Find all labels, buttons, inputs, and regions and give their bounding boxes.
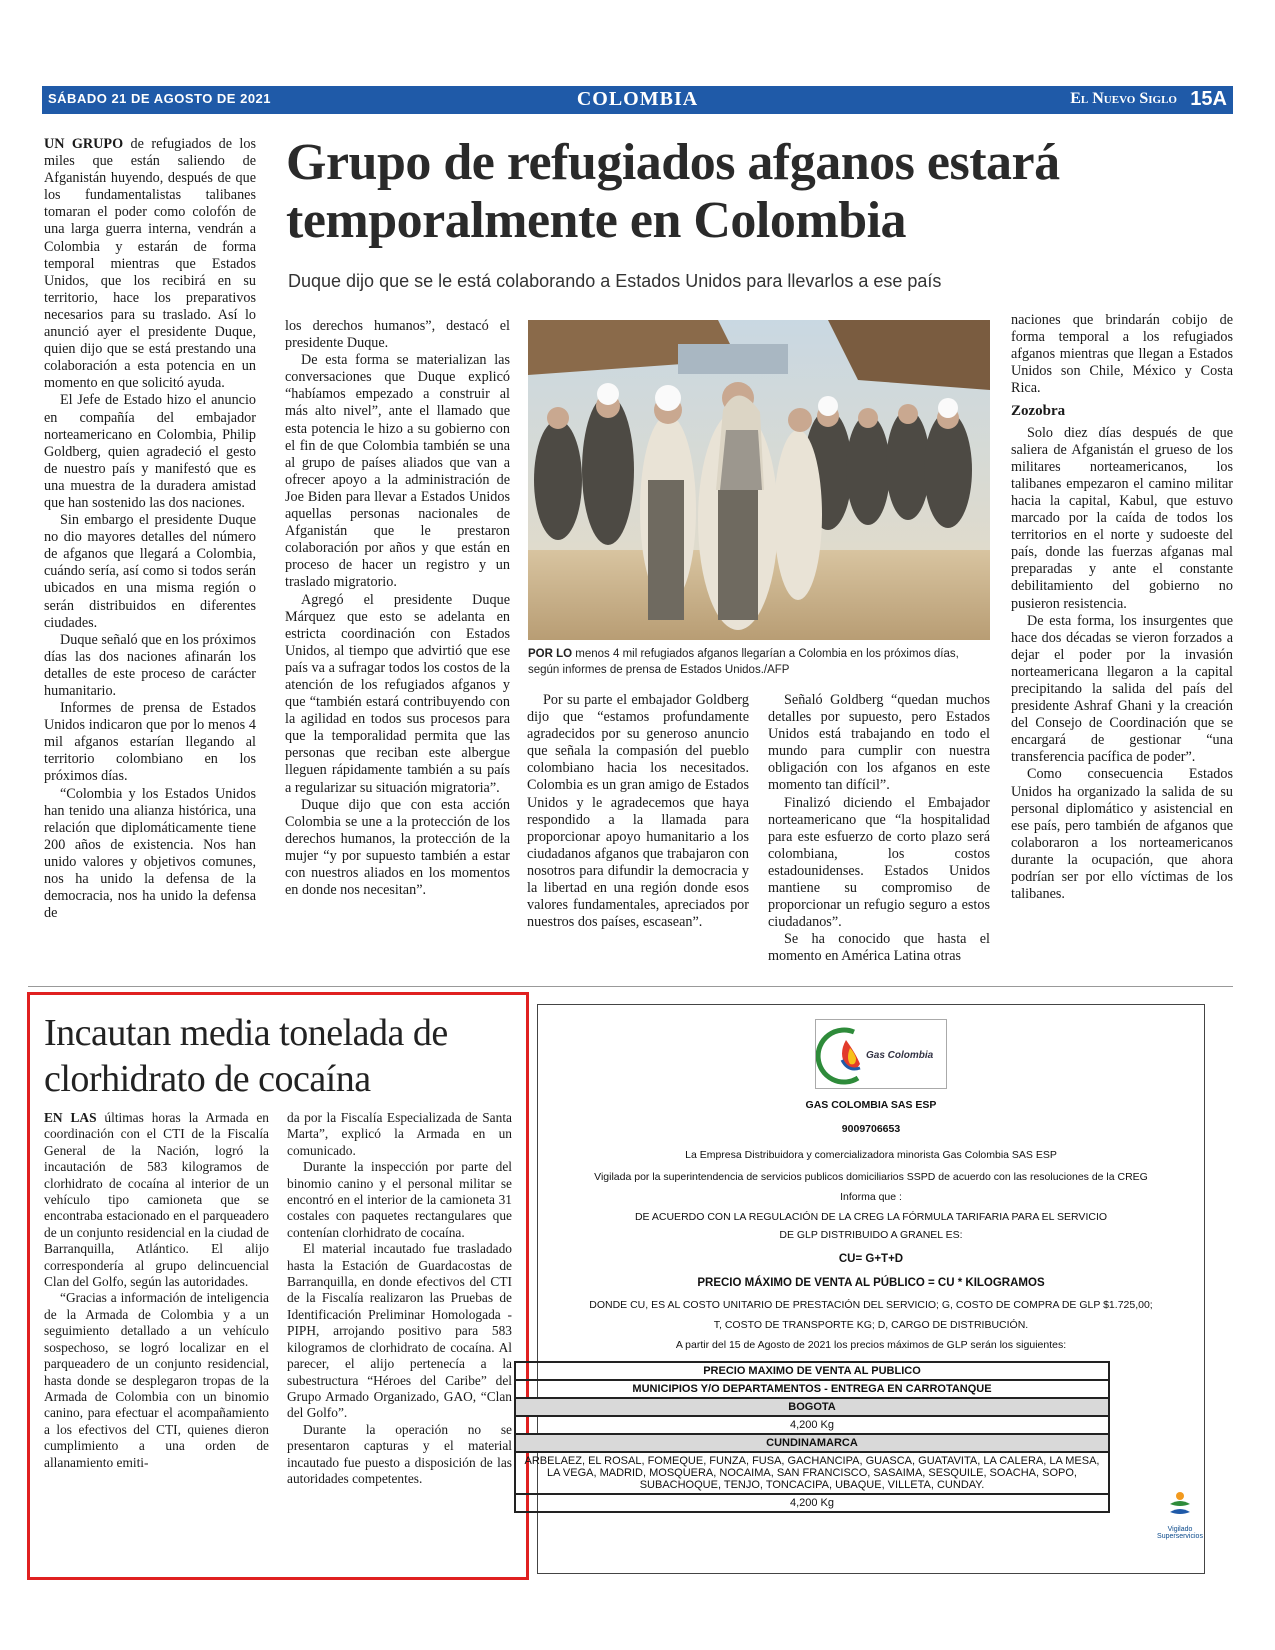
tariff-formula: CU= G+T+D [838, 1253, 904, 1265]
article1-subheadline: Duque dijo que se le está colaborando a Estados Unidos para llevarlos a ese país [288, 271, 942, 291]
notice-line-1: La Empresa Distribuidora y comercializadora minorista Gas Colombia SAS ESP [685, 1149, 1057, 1161]
paragraph-text: Por su parte el embajador Goldberg dijo que “estamos profundamente agradecidos por su generoso anuncio que señala la compasión del pueblo colombiano hacia los necesitados. Colombia es un gran amigo de Estados Unidos y le agradecemos que haya respondido a la llamada para proporcionar apoyo humanitario a los ciudadanos afganos que trabajaron con nosotros para difundir la democracia y la libertad en una región donde esos valores fundamentales, apreciados por nuestros dos países, escasean”. [527, 692, 749, 931]
paragraph [44, 1110, 269, 1290]
paragraph-text: de refugiados de los miles que están saliendo de Afganistán huyendo, después de que los fundamentalistas talibanes tomaran el poder como colofón de una larga guerra interna, vendrán a Colombia y estarán de forma temporal mientras que Estados Unidos, que los recibirá en su territorio, hace los preparativos necesarios para su traslado. Así lo anunció ayer el presidente Duque, quien dijo que se está prestando una colaboración a esta potencia en un momento en que solicitó ayuda. [44, 136, 256, 392]
paragraph [285, 592, 510, 797]
paragraph-text: los derechos humanos”, destacó el presidente Duque. [285, 318, 510, 352]
paragraph-text: Sin embargo el presidente Duque no dio mayores detalles del número de afganos que llegará a Colombia, cuándo sería, así como si todos serán ubicados en una misma región o serán distribuidos en diferentes ciudades. [44, 512, 256, 631]
paragraph-text: Señaló Goldberg “quedan muchos detalles por supuesto, pero Estados Unidos está trabajando en todo el mundo para cumplir con nuestra obligación con los afganos en este momento tan difícil”. [768, 692, 990, 794]
price-table-subtitle: MUNICIPIOS Y/O DEPARTAMENTOS - ENTREGA EN CARROTANQUE [515, 1380, 1109, 1398]
article1-column-2 [285, 318, 510, 899]
paragraph [44, 700, 256, 785]
paragraph-text: Finalizó diciendo el Embajador norteamericano que “la hospitalidad para este esfuerzo de corto plazo será colombiana, los costos estadounidenses. Estados Unidos mantiene su compromiso de proporcionar un refugio seguro a estos ciudadanos”. [768, 794, 990, 931]
newspaper-name: El Nuevo Siglo [1070, 90, 1177, 107]
paragraph [287, 1422, 512, 1488]
paragraph-text: “Gracias a información de inteligencia de la Armada de Colombia y a un seguimiento detallado a un vehículo sospechoso, se logró localizar en el parqueadero de un conjunto residencial, hasta donde se desplegaron tropas de la Armada de Colombia con un binomio canino, para efectuar el acompañamiento a los efectivos del CTI, quienes dieron cumplimiento a una orden de allanamiento emiti- [44, 1290, 269, 1470]
article2-headline: Incautan media tonelada de clorhidrato de cocaína [44, 1012, 448, 1100]
notice-line-3: Informa que : [840, 1191, 902, 1203]
notice-line-5: DE GLP DISTRIBUIDO A GRANEL ES: [779, 1229, 963, 1241]
photo-caption-lead: POR LO [528, 648, 573, 660]
paragraph-text: últimas horas la Armada en coordinación con el CTI de la Fiscalía General de la Nación, logró la incautación de 583 kilogramos de clorhidrato de cocaína al interior de un vehículo tipo camioneta que se encontraba estacionado en el parqueadero de un conjunto residencial en la ciudad de Barranquilla, Atlántico. El alijo correspondería al grupo delincuencial Clan del Golfo, según las autoridades. [44, 1110, 269, 1290]
lead-words: EN LAS [44, 1110, 97, 1125]
paragraph-text: naciones que brindarán cobijo de forma temporal a los refugiados afganos mientras que llegan a Estados Unidos son Chile, México y Costa Rica. [1011, 312, 1233, 397]
article1-column-3 [527, 692, 749, 931]
municipios-list: ARBELAEZ, EL ROSAL, FOMEQUE, FUNZA, FUSA, GACHANCIPA, GUASCA, GUATAVITA, LA CALERA, LA MESA, LA VEGA, MADRID, MOSQUERA, NOCAIMA, SAN FRANCISCO, SASAIMA, SESQUILE, SOACHA, SOPO, SUBACHOQUE, TENJO, TONCACIPA, UBAQUE, VILLETA, CUNDAY. [515, 1452, 1109, 1494]
region-bogota: BOGOTA [515, 1398, 1109, 1416]
refugees-photo [528, 320, 990, 640]
paragraph [1011, 312, 1233, 397]
article1-column-4 [768, 692, 990, 966]
lead-words: UN GRUPO [44, 136, 124, 152]
paragraph-text: Agregó el presidente Duque Márquez que esto se adelanta en estricta coordinación con Estados Unidos, al tiempo que advirtió que ese país va a sufragar todos los costos de la atención de los refugiados afganos y que “también estará contribuyendo con la agilidad en todos sus procesos para que la temporalidad permita que las personas que reciban este albergue lleguen rápidamente también a su país a regularizar su situación migratoria”. [285, 591, 510, 796]
page-number: 15A [1190, 88, 1227, 110]
paragraph [44, 392, 256, 512]
photo-caption-text: menos 4 mil refugiados afganos llegarían a Colombia en los próximos días, según informes de prensa de Estados Unidos./AFP [528, 648, 959, 676]
paragraph [44, 786, 256, 923]
gas-colombia-notice [524, 1004, 1205, 1574]
paragraph-text: Durante la operación no se presentaron capturas y el material incautado fue puesto a disposición de las autoridades competentes. [287, 1421, 512, 1486]
paragraph-text: De esta forma se materializan las conversaciones que Duque explicó “habíamos empezado a construir al más alto nivel”, ante el llamado que esta potencia le hizo a su gobierno con el fin de que Colombia también se una al grupo de países aliados que van a ofrecer apoyo a la administración de Joe Biden para llevar a Estados Unidos aquellas personas nacionales de Afganistán que le prestaron colaboración por años y que están en proceso de hacer un registro y un traslado migratorio. [285, 352, 510, 591]
paragraph-text: Se ha conocido que hasta el momento en América Latina otras [768, 931, 990, 965]
article1-column-1 [44, 136, 256, 922]
paragraph: Como consecuencia Estados Unidos ha organizado la salida de su personal diplomático y asistencial en ese país, pero también de afganos que colaboraron a los norteamericanos durante la ocupación, que ahora podrían ser por ello víctimas de los talibanes. [1011, 766, 1233, 903]
superservicios-text: Vigilado Superservicios [1157, 1526, 1203, 1540]
definition-line-1: DONDE CU, ES AL COSTO UNITARIO DE PRESTACIÓN DEL SERVICIO; G, COSTO DE COMPRA DE GLP $1.725,00; [589, 1299, 1153, 1311]
article2-column-1 [44, 1110, 269, 1471]
price-bogota: 4,200 Kg [515, 1416, 1109, 1434]
paragraph [287, 1241, 512, 1421]
paragraph [527, 692, 749, 931]
paragraph-text: El material incautado fue trasladado hasta la Estación de Guardacostas de Barranquilla, en donde efectivos del CTI de la Fiscalía realizaron las Pruebas de Identificación Preliminar Homologada -PIPH, arrojando positivo para 583 kilogramos de clorhidrato de cocaína. Al parecer, el alijo pertenecía a la subestructura “Héroes del Caribe” del Grupo Armado Organizado, GAO, “Clan del Golfo”. [287, 1241, 512, 1421]
paragraph-text: Informes de prensa de Estados Unidos indicaron que por lo menos 4 mil afganos estarían llegando al territorio colombiano en los próximos días. [44, 700, 256, 785]
page-header [42, 86, 1233, 114]
paragraph [285, 318, 510, 352]
paragraph [285, 352, 510, 591]
superservicios-logo [1148, 1490, 1212, 1546]
paragraph [285, 797, 510, 900]
paragraph: Solo diez días después de que saliera de Afganistán el grueso de los militares norteamericanos, los talibanes empezaron el camino militar hacia la capital, Kabul, que estuvo marcado por la caída de todos los territorios en el norte y sudoeste del país, donde las fuerzas afganas mal preparadas y ante el constante debilitamiento del gobierno no pusieron resistencia. [1011, 424, 1233, 612]
issue-date: SÁBADO 21 DE AGOSTO DE 2021 [48, 91, 272, 106]
paragraph [768, 931, 990, 965]
paragraph [44, 512, 256, 632]
region-cundinamarca: CUNDINAMARCA [515, 1434, 1109, 1452]
refugees-photo-image [528, 320, 990, 640]
definition-line-2: T, COSTO DE TRANSPORTE KG; D, CARGO DE DISTRIBUCIÓN. [713, 1319, 1029, 1331]
section-divider [28, 986, 1233, 987]
paragraph-text: Duque señaló que en los próximos días las dos naciones afinarán los detalles de este proceso de carácter humanitario. [44, 631, 256, 699]
definition-line-3: A partir del 15 de Agosto de 2021 los precios máximos de GLP serán los siguientes: [675, 1339, 1067, 1351]
paragraph [44, 1290, 269, 1470]
zozobra-subtitle: Zozobra [1011, 403, 1066, 420]
notice-line-2: Vigilada por la superintendencia de servicios publicos domiciliarios SSPD de acuerdo con las resoluciones de la CREG [594, 1171, 1148, 1183]
article1-headline: Grupo de refugiados afganos estará temporalmente en Colombia [286, 134, 1060, 249]
superservicios-icon [1160, 1490, 1200, 1524]
price-cundinamarca: 4,200 Kg [515, 1494, 1109, 1512]
paragraph-text: Duque dijo que con esta acción Colombia se une a la protección de los derechos humanos, la protección de la mujer “y por supuesto también a estar con nuestros aliados en los momentos en donde nos necesitan”. [285, 796, 510, 899]
paragraph-text: El Jefe de Estado hizo el anuncio en compañía del embajador norteamericano en Colombia, Philip Goldberg, quien agradeció el gesto de nuestro país y manifestó que es una muestra de la duradera amistad que han sostenido las dos naciones. [44, 392, 256, 511]
paragraph [287, 1110, 512, 1159]
paragraph [768, 692, 990, 795]
photo-caption [528, 646, 990, 678]
price-table [514, 1361, 1110, 1513]
paragraph [44, 632, 256, 700]
price-table-title: PRECIO MAXIMO DE VENTA AL PUBLICO [515, 1362, 1109, 1380]
paragraph [287, 1159, 512, 1241]
article2-column-2 [287, 1110, 512, 1487]
paragraph: De esta forma, los insurgentes que hace dos décadas se vieron forzados a dejar el poder por la invasión norteamericana llegaron a la capital precipitando la salida del país del presidente Ashraf Ghani y la creación del Consejo de Coordinación que se encargará de gestionar “una transferencia pacífica de poder”. [1011, 612, 1233, 766]
price-formula: PRECIO MÁXIMO DE VENTA AL PÚBLICO = CU * KILOGRAMOS [697, 1277, 1045, 1289]
paragraph-text: Durante la inspección por parte del binomio canino y el personal militar se encontró en el interior de la camioneta 31 costales con paquetes rectangulares que contenían clorhidrato de cocaína. [287, 1159, 512, 1240]
logo-text: Gas Colombia [866, 1050, 934, 1061]
gas-colombia-logo [815, 1019, 947, 1089]
company-name: GAS COLOMBIA SAS ESP [805, 1099, 937, 1111]
article1-column-5 [1011, 312, 1233, 903]
company-nit: 9009706653 [841, 1123, 901, 1135]
paragraph [768, 795, 990, 932]
paragraph [44, 136, 256, 392]
paragraph-text: da por la Fiscalía Especializada de Santa Marta”, explicó la Armada en un comunicado. [287, 1110, 512, 1158]
section-name: COLOMBIA [576, 88, 699, 110]
notice-line-4: DE ACUERDO CON LA REGULACIÓN DE LA CREG LA FÓRMULA TARIFARIA PARA EL SERVICIO [634, 1211, 1108, 1223]
paragraph-text: “Colombia y los Estados Unidos han tenido una alianza histórica, una relación que diplomáticamente tiene 200 años de existencia. Nos han unido valores y objetivos comunes, nos ha unido la defensa de la democracia, nos ha unido la defensa de [44, 785, 256, 922]
